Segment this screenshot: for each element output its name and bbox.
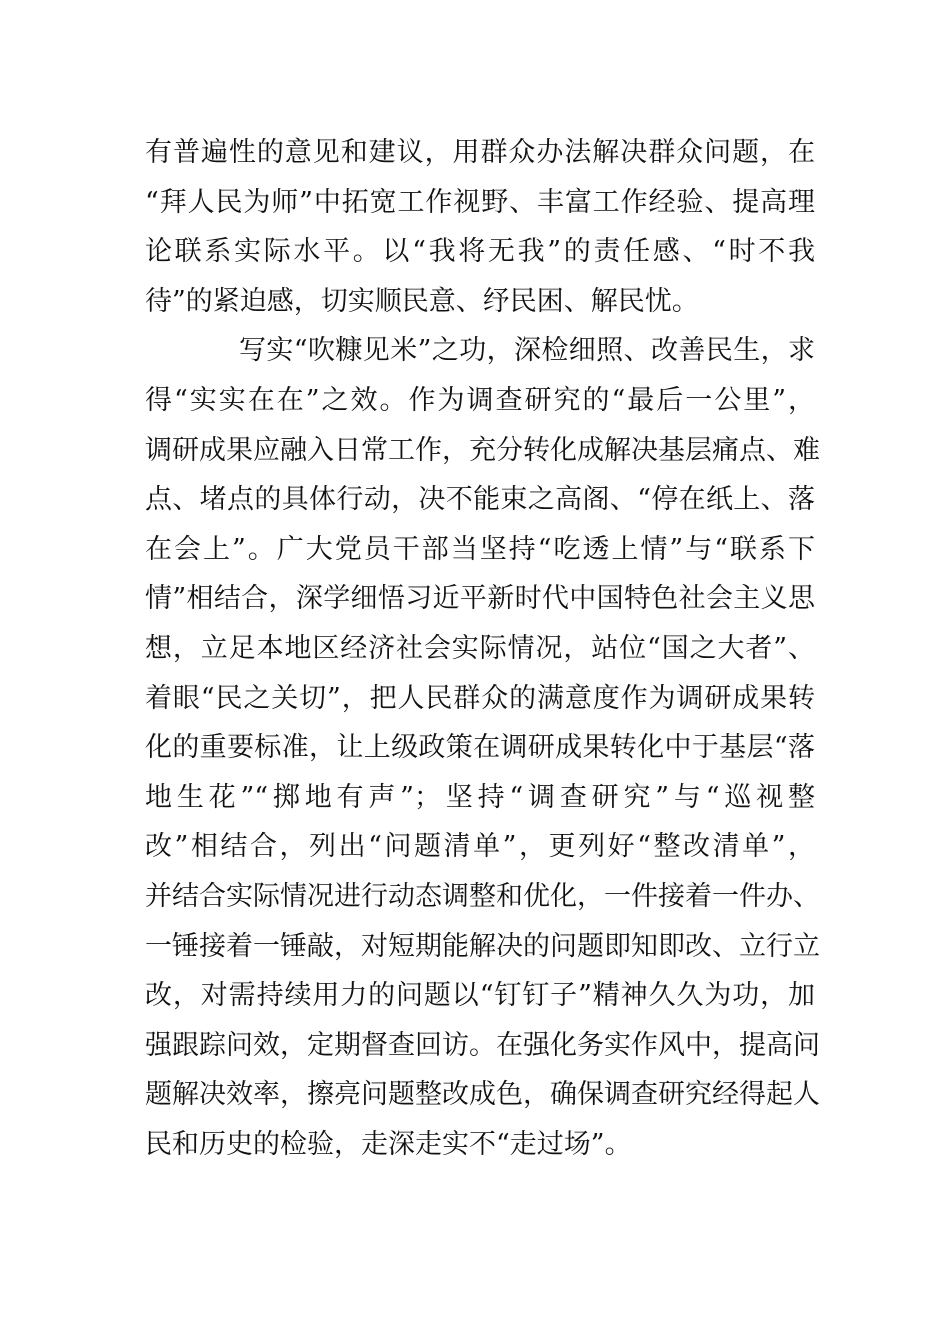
text-line: 地生花”“掷地有声”；坚持“调查研究”与“巡视整 — [145, 781, 815, 813]
text-line: 写实“吹糠见米”之功，深检细照、改善民生，求 — [239, 335, 815, 367]
text-line: 并结合实际情况进行动态调整和优化，一件接着一件办、 — [145, 880, 820, 912]
text-line: 待”的紧迫感，切实顺民意、纾民困、解民忧。 — [145, 285, 699, 317]
text-line: 调研成果应融入日常工作，充分转化成解决基层痛点、难 — [145, 434, 820, 466]
text-line: 化的重要标准，让上级政策在调研成果转化中于基层“落 — [145, 732, 815, 764]
text-line: 改，对需持续用力的问题以“钉钉子”精神久久为功，加 — [145, 980, 815, 1012]
document-body — [145, 128, 820, 1169]
text-line: 情”相结合，深学细悟习近平新时代中国特色社会主义思 — [145, 583, 815, 615]
text-line: 着眼“民之关切”，把人民群众的满意度作为调研成果转 — [145, 682, 815, 714]
text-line: 想，立足本地区经济社会实际情况，站位“国之大者”、 — [145, 632, 815, 664]
paragraph-1 — [145, 128, 815, 326]
text-line: 题解决效率，擦亮问题整改成色，确保调查研究经得起人 — [145, 1079, 820, 1111]
text-line: 在会上”。广大党员干部当坚持“吃透上情”与“联系下 — [145, 533, 815, 565]
text-line: 得“实实在在”之效。作为调查研究的“最后一公里”， — [145, 384, 815, 416]
paragraph-2 — [145, 326, 820, 1169]
text-line: 有普遍性的意见和建议，用群众办法解决群众问题，在 — [145, 137, 815, 168]
text-line: 一锤接着一锤敲，对短期能解决的问题即知即改、立行立 — [145, 930, 820, 962]
text-line: 论联系实际水平。以“我将无我”的责任感、“时不我 — [145, 236, 815, 268]
text-line: “拜人民为师”中拓宽工作视野、丰富工作经验、提高理 — [145, 186, 815, 218]
text-line: 强跟踪问效，定期督查回访。在强化务实作风中，提高问 — [145, 1029, 820, 1061]
text-line: 民和历史的检验，走深走实不“走过场”。 — [145, 1128, 632, 1160]
text-line: 改”相结合，列出“问题清单”，更列好“整改清单”， — [145, 831, 815, 863]
text-line: 点、堵点的具体行动，决不能束之高阁、“停在纸上、落 — [145, 484, 815, 516]
